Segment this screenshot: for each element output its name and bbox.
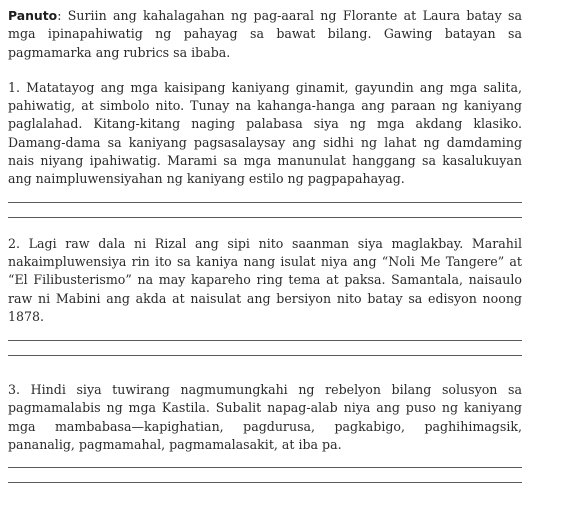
item-3-body: Hindi siya tuwirang nagmumungkahi ng rebelyon bilang solusyon sa pagmamalabis ng mga Kastila. Subalit napag-alab niya ang puso ng kaniyang mga mambabasa—kapighatian, pagdurusa, pagkabigo, paghihimagsik, pananalig, pagmamahal, pagmamalasakit, at iba pa. (8, 382, 522, 453)
item-1 (8, 79, 522, 218)
item-2-text (8, 235, 522, 326)
item-1-text (8, 79, 522, 189)
item-3-answer-line[interactable] (8, 482, 522, 483)
item-1-answer-line[interactable] (8, 202, 522, 203)
item-2-answer-line[interactable] (8, 355, 522, 356)
item-3-answer-line[interactable] (8, 467, 522, 468)
item-1-number: 1. (8, 79, 21, 95)
item-3-number: 3. (8, 382, 21, 398)
directions (8, 7, 522, 62)
item-2-number: 2. (8, 235, 21, 251)
directions-text: : Suriin ang kahalagahan ng pag-aaral ng Florante at Laura batay sa mga ipinapahiwatig ng pahayag sa bawat bilang. Gawing batayan sa pagmamarka ang rubrics sa ibaba. (8, 8, 522, 60)
directions-label: Panuto (8, 8, 58, 23)
item-3 (8, 381, 522, 483)
item-2-body: Lagi raw dala ni Rizal ang sipi nito saanman siya maglakbay. Marahil nakaimpluwensiya rin ito sa kaniya nang isulat niya ang “Noli Me Tangere” at “El Filibusterismo” na may kapareho ring tema at paksa. Samantala, naisaulo raw ni Mabini ang akda at naisulat ang bersiyon nito batay sa edisyon noong 1878. (8, 235, 522, 324)
item-3-text (8, 381, 522, 454)
item-1-answer-line[interactable] (8, 217, 522, 218)
item-2-answer-line[interactable] (8, 340, 522, 341)
worksheet (8, 7, 522, 483)
item-2 (8, 235, 522, 356)
item-1-body: Matatayog ang mga kaisipang kaniyang ginamit, gayundin ang mga salita, pahiwatig, at simbolo nito. Tunay na kahanga-hanga ang paraan ng kaniyang paglalahad. Kitang-kitang naging palabasa siya ng mga akdang klasiko. Damang-dama sa kaniyang pagsasalaysay ang sidhi ng lahat ng damdaming nais niyang ipahiwatig. Marami sa mga manunulat hanggang sa kasalukuyan ang naimpluwensiyahan ng kaniyang estilo ng pagpapahayag. (8, 79, 522, 187)
